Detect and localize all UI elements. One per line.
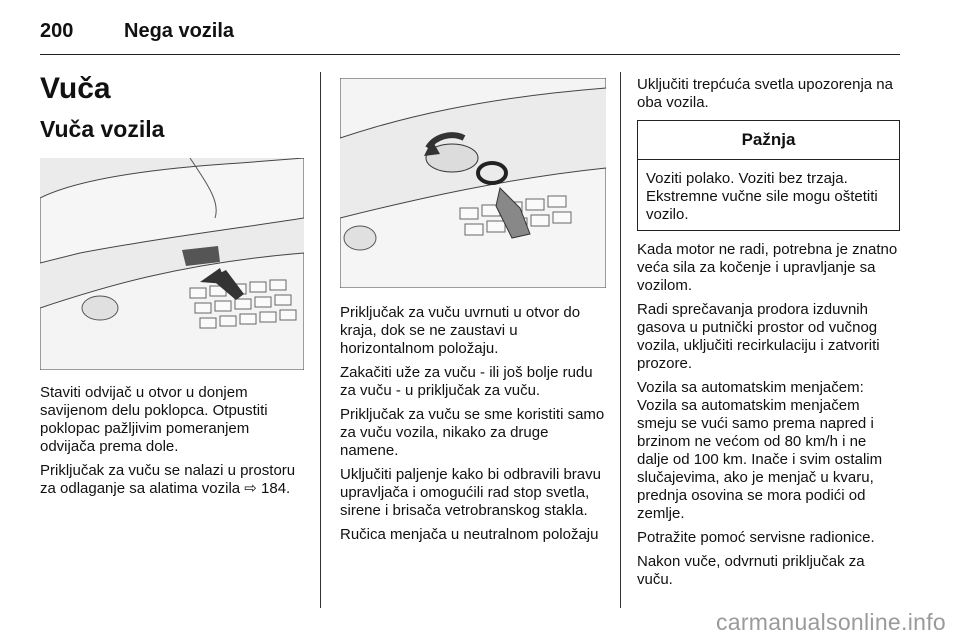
paragraph: Staviti odvijač u otvor u donjem savijenom delu poklopca. Otpustiti poklopac pažljivim pomeranjem odvijača prema dole. xyxy=(40,384,268,455)
section-heading: Vuča xyxy=(40,72,111,105)
paragraph: Priključak za vuču se nalazi u prostoru za odlaganje sa alatima vozila ⇨ 184. xyxy=(40,462,296,497)
paragraph: Uključiti trepćuća svetla upozorenja na oba vozila. xyxy=(637,76,893,111)
paragraph: Radi sprečavanja prodora izduvnih gasova u putnički prostor od vučnog vozila, uključiti recirkulaciju i zatvoriti prozore. xyxy=(637,301,880,372)
column-left xyxy=(40,70,304,504)
column-divider xyxy=(320,72,321,608)
column-middle xyxy=(340,70,606,550)
paragraph: Zakačiti uže za vuču - ili još bolje rudu za vuču - u priključak za vuču. xyxy=(340,364,593,399)
paragraph: Vozila sa automatskim menjačem: Vozila sa automatskim menjačem smeju se vući samo prema napred i brzinom ne većom od 80 km/h i ne dalje od 100 km. Inače i svim ostalim slučajevima, ako je menjač u kvaru, prednja osovina se mora podići od zemlje. xyxy=(637,379,883,522)
paragraph: Uključiti paljenje kako bi odbravili bravu upravljača i omogućili rad stop svetla, sirene i brisača vetrobranskog stakla. xyxy=(340,466,601,519)
paragraph: Priključak za vuču uvrnuti u otvor do kraja, dok se ne zaustavi u horizontalnom položaju. xyxy=(340,304,581,357)
towing-eye-illustration xyxy=(340,78,606,288)
bumper-cover-illustration xyxy=(40,158,304,370)
paragraph: Potražite pomoć servisne radionice. xyxy=(637,529,875,546)
watermark: carmanualsonline.info xyxy=(715,609,946,635)
figure-towing-eye xyxy=(340,78,606,288)
paragraph: Nakon vuče, odvrnuti priključak za vuču. xyxy=(637,553,865,588)
paragraph: Ručica menjača u neutralnom položaju xyxy=(340,526,599,543)
paragraph: Kada motor ne radi, potrebna je znatno veća sila za kočenje i upravljanje sa vozilom. xyxy=(637,241,898,294)
page-number: 200 xyxy=(40,20,74,42)
subsection-heading: Vuča vozila xyxy=(40,116,165,142)
caution-text: Voziti polako. Voziti bez trzaja. Ekstremne vučne sile mogu oštetiti vozilo. xyxy=(646,170,878,223)
caution-title: Pažnja xyxy=(638,121,899,160)
column-divider xyxy=(620,72,621,608)
figure-bumper-cover xyxy=(40,158,304,370)
paragraph: Priključak za vuču se sme koristiti samo za vuču vozila, nikako za druge namene. xyxy=(340,406,605,459)
page-header xyxy=(40,14,900,55)
column-right xyxy=(637,76,900,595)
running-title: Nega vozila xyxy=(124,20,235,42)
caution-box xyxy=(637,120,900,231)
